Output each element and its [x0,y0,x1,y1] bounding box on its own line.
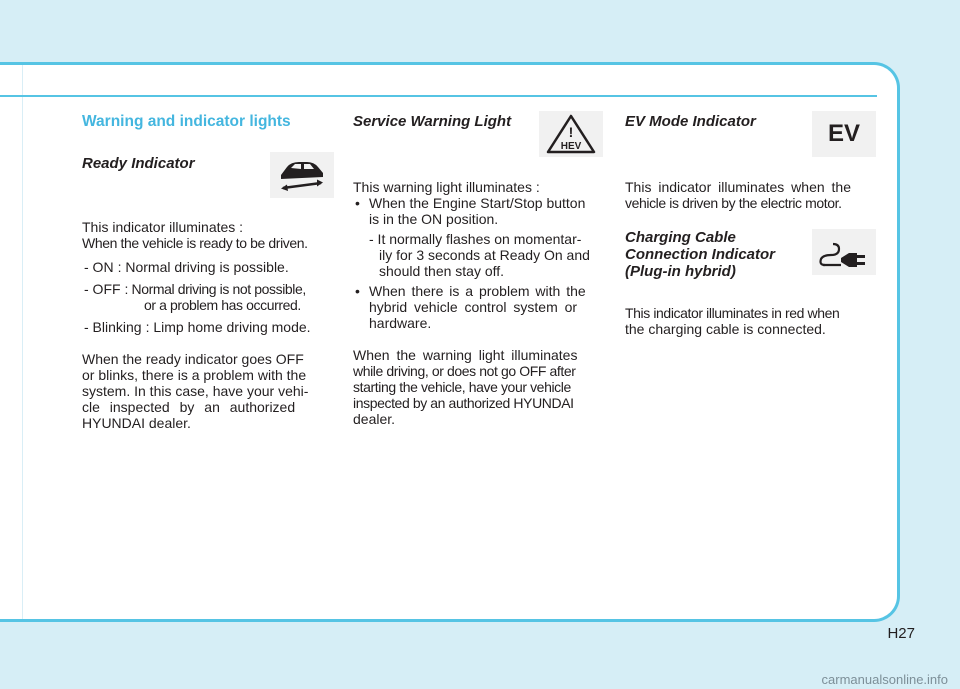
ev-icon-box [812,111,876,157]
ready-paragraph: When the ready indicator goes OFF or blinks, there is a problem with the system. In this case, have your vehi- cle inspected by an authorized HYUNDAI dealer. [82,351,309,431]
service-icon-box [539,111,603,157]
charging-plug-icon [817,232,871,272]
list-item: • When there is a problem with the hybrid vehicle control system or hardware. [355,283,586,331]
charging-title-1: Charging Cable [625,229,736,246]
column-middle [353,113,605,427]
ready-indicator-title: Ready Indicator [82,155,195,172]
top-rule [0,95,877,97]
manual-page [0,62,900,622]
list-item: - ON : Normal driving is possible. [84,259,289,275]
charging-title-2: Connection Indicator [625,246,775,263]
list-item-continued: or a problem has occurred. [144,297,301,313]
margin-line [22,65,23,619]
charging-icon-box [812,229,876,275]
service-header [353,113,605,171]
ready-intro: This indicator illuminates : [82,219,244,235]
service-sub-item: - It normally flashes on momentar- ily for 3 seconds at Ready On and should then stay off. [369,231,590,279]
column-left [82,113,334,431]
ready-car-icon [277,155,327,195]
svg-text:HEV: HEV [560,141,582,152]
charging-title-3: (Plug-in hybrid) [625,263,736,280]
ready-list [82,259,334,335]
charging-paragraph: This indicator illuminates in red when the charging cable is connected. [625,305,840,337]
ready-icon-box [270,152,334,198]
ready-header [82,155,334,211]
ev-header [625,113,877,171]
ev-mode-title: EV Mode Indicator [625,113,756,130]
ev-paragraph: This indicator illuminates when the vehicle is driven by the electric motor. [625,179,851,211]
list-item: - OFF : Normal driving is not possible, [84,281,306,297]
watermark: carmanualsonline.info [821,672,948,687]
service-intro: This warning light illuminates : [353,179,540,195]
column-right [625,113,877,337]
svg-text:!: ! [568,124,574,140]
page-number: H27 [887,625,915,642]
service-paragraph: When the warning light illuminates while driving, or does not go OFF after starting the vehicle, have your vehicle inspected by an authorized HYUNDAI dealer. [353,347,578,427]
list-item: • When the Engine Start/Stop button is in the ON position. [355,195,586,227]
ready-intro-2: When the vehicle is ready to be driven. [82,235,308,251]
charging-header [625,229,877,287]
list-item: - Blinking : Limp home driving mode. [84,319,311,335]
ev-icon: EV [827,120,860,147]
service-warning-title: Service Warning Light [353,113,512,130]
hev-warning-icon [545,113,597,155]
section-title: Warning and indicator lights [82,113,291,130]
